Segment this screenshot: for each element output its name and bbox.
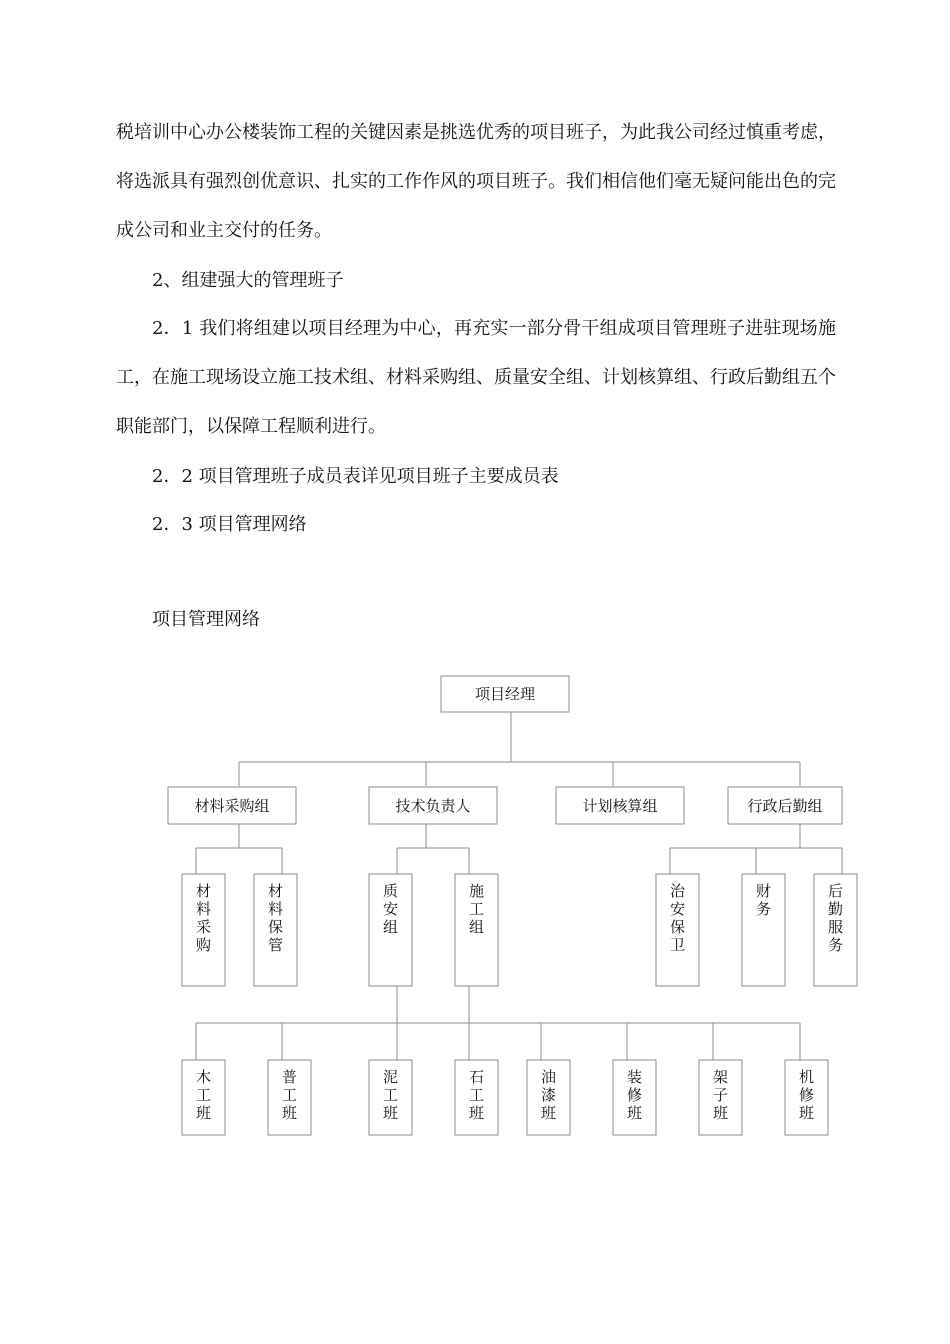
- org-node-level3-7-label: 机修班: [798, 1068, 815, 1122]
- org-node-level3-0-label: 木工班: [195, 1068, 212, 1122]
- paragraph-intro: 税培训中心办公楼装饰工程的关键因素是挑选优秀的项目班子，为此我公司经过慎重考虑，将选派具有强烈创优意识、扎实的工作作风的项目班子。我们相信他们毫无疑问能出色的完成公司和业主交付的任务。: [116, 122, 836, 241]
- org-node-level2-mid-0-label: 质安组: [382, 882, 399, 936]
- org-node-level2-mid-0: [369, 874, 412, 986]
- org-node-level1-1: [369, 787, 497, 824]
- svg-text:计划核算组: 计划核算组: [582, 797, 658, 815]
- org-node-level2-right-0-label: 治安保卫: [669, 882, 686, 954]
- org-node-level2-right-1-label: 财务: [755, 882, 772, 918]
- org-node-level3-7: [785, 1060, 828, 1135]
- org-node-level3-2: [369, 1060, 412, 1135]
- org-node-level3-6: [699, 1060, 742, 1135]
- org-node-level2-right-2-label: 后勤服务: [827, 882, 844, 954]
- paragraph-2-2: 2．2 项目管理班子成员表详见项目班子主要成员表: [152, 466, 559, 487]
- org-node-root-label: 项目经理: [474, 685, 536, 703]
- org-node-level2-left-1-label: 材料保管: [267, 882, 284, 954]
- org-node-level2-mid-1: [455, 874, 498, 986]
- org-node-level3-5: [613, 1060, 656, 1135]
- org-node-level3-3: [455, 1060, 498, 1135]
- org-node-level3-0: [182, 1060, 225, 1135]
- org-node-level3-6-label: 架子班: [712, 1068, 729, 1122]
- org-node-level2-left-0: [182, 874, 225, 986]
- org-node-level2-left-0-label: 材料采购: [195, 882, 212, 954]
- org-node-level3-1: [268, 1060, 311, 1135]
- svg-text:技术负责人: 技术负责人: [395, 797, 471, 815]
- org-node-level3-5-label: 装修班: [626, 1068, 643, 1122]
- org-node-level2-right-0: [656, 874, 699, 986]
- paragraph-2-3: 2．3 项目管理网络: [152, 514, 307, 535]
- heading-management-team: 2、组建强大的管理班子: [152, 270, 344, 291]
- chart-caption: 项目管理网络: [152, 609, 260, 630]
- org-node-level3-1-label: 普工班: [281, 1068, 298, 1122]
- org-node-level3-4-label: 油漆班: [540, 1068, 557, 1122]
- org-node-level1-3: [728, 787, 842, 824]
- org-level3-nodes: [182, 1060, 828, 1135]
- org-level2-nodes: [182, 874, 857, 986]
- org-node-level2-left-1: [254, 874, 297, 986]
- svg-text:材料采购组: 材料采购组: [194, 797, 270, 815]
- org-node-level2-right-1: [742, 874, 785, 986]
- paragraph-2-1: 2．1 我们将组建以项目经理为中心，再充实一部分骨干组成项目管理班子进驻现场施工，在施工现场设立施工技术组、材料采购组、质量安全组、计划核算组、行政后勤组五个职能部门，以保障工程顺利进行。: [116, 318, 836, 437]
- org-node-level3-4: [527, 1060, 570, 1135]
- org-node-level2-mid-1-label: 施工组: [468, 882, 485, 936]
- org-node-root: [441, 676, 569, 712]
- org-node-level3-2-label: 泥工班: [382, 1068, 399, 1122]
- org-node-level1-0: [168, 787, 296, 824]
- org-node-level2-right-2: [814, 874, 857, 986]
- org-node-level3-3-label: 石工班: [468, 1068, 485, 1122]
- org-node-level1-2: [556, 787, 684, 824]
- svg-text:行政后勤组: 行政后勤组: [747, 797, 823, 815]
